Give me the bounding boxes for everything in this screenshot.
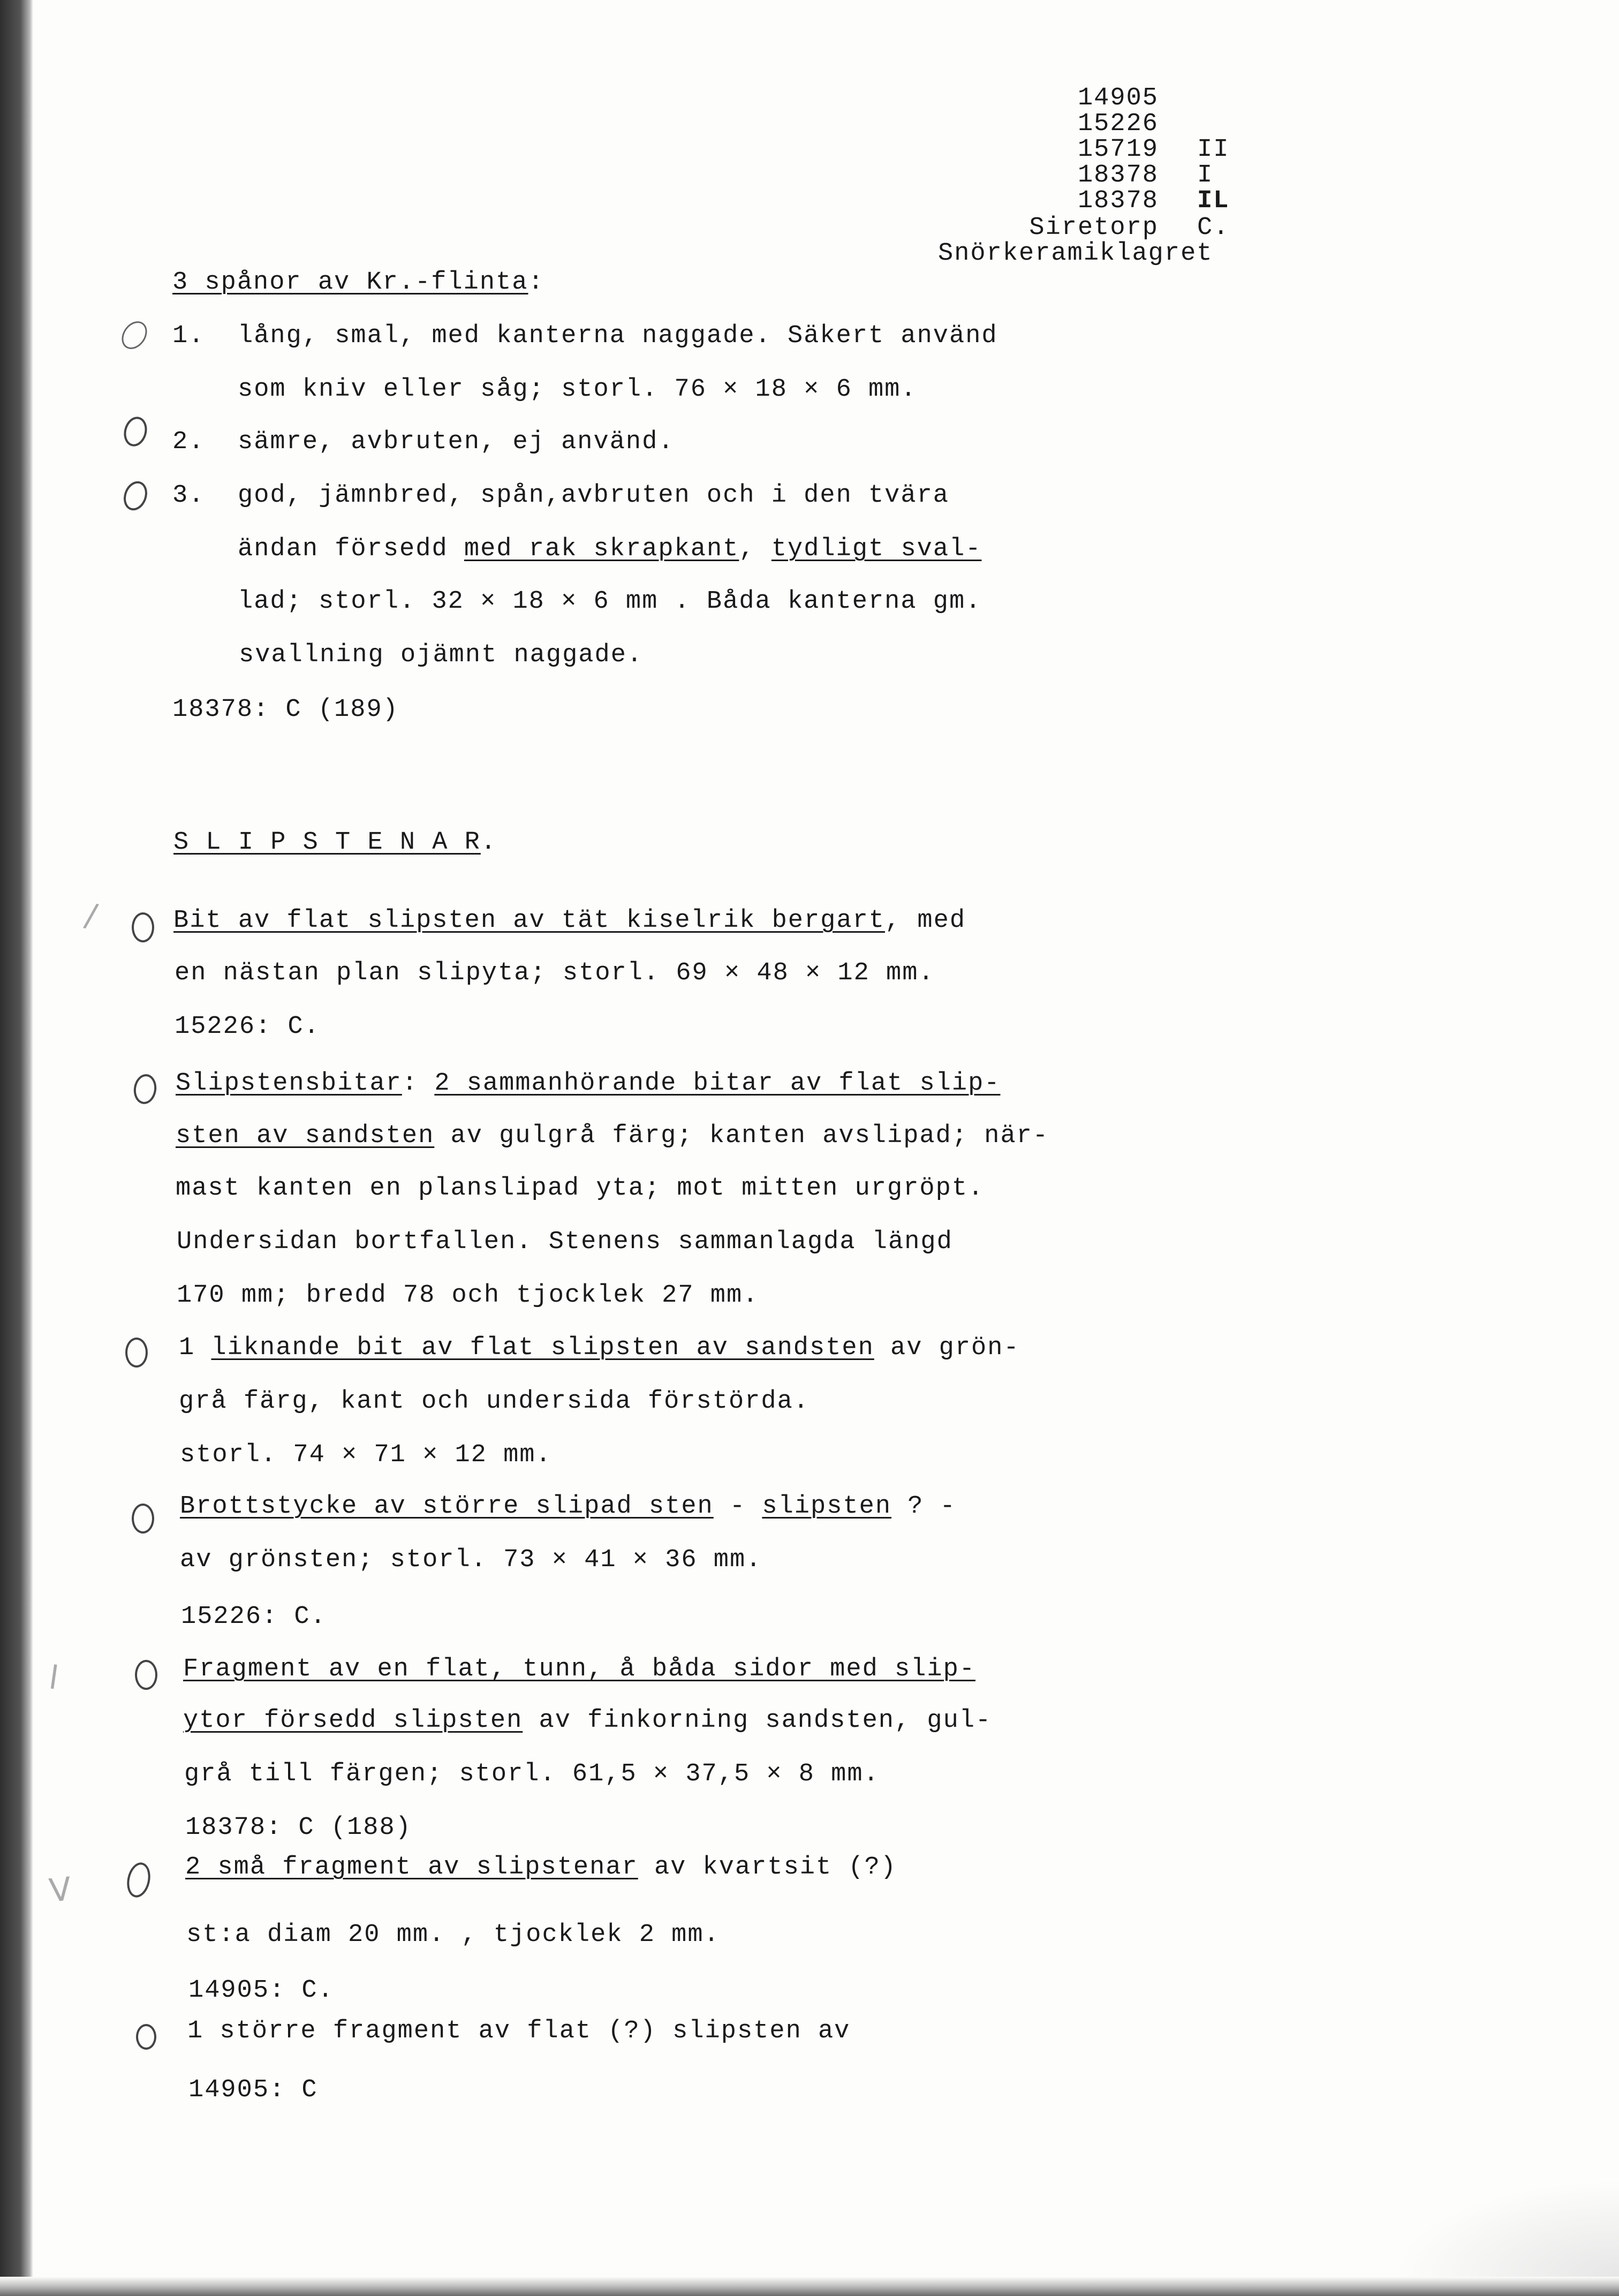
slipsten-entry-text: mast kanten en planslipad yta; mot mitten urgröpt. bbox=[176, 1174, 985, 1203]
header-id-suffix: IL bbox=[1197, 187, 1230, 215]
flint-item-text: lad; storl. 32 × 18 × 6 mm . Båda kanterna gm. bbox=[238, 587, 982, 616]
slipsten-entry-text: av grönsten; storl. 73 × 41 × 36 mm. bbox=[180, 1546, 762, 1574]
header-layer: Snörkeramiklagret bbox=[938, 239, 1213, 268]
circle-mark-icon bbox=[120, 414, 150, 449]
slipsten-entry-title: Bit av flat slipsten av tät kiselrik bergart, med bbox=[173, 907, 966, 935]
page-left-edge-shadow bbox=[0, 0, 33, 2296]
slipsten-entry-title: 2 små fragment av slipstenar av kvartsit (?) bbox=[185, 1853, 897, 1882]
circle-mark-icon bbox=[124, 1860, 154, 1899]
slipsten-entry-reference: 14905: C bbox=[188, 2076, 318, 2104]
flint-item-number: 1. bbox=[172, 322, 205, 350]
circle-mark-icon bbox=[132, 912, 154, 942]
header-site: Siretorp bbox=[1029, 214, 1159, 242]
slipsten-entry-text: grå färg, kant och undersida förstörda. bbox=[179, 1387, 810, 1416]
flint-item-text: sämre, avbruten, ej använd. bbox=[238, 428, 675, 456]
slipsten-entry-text: ytor försedd slipsten av finkorning sandsten, gul- bbox=[183, 1706, 992, 1735]
slipsten-entry-title: 1 större fragment av flat (?) slipsten av bbox=[187, 2017, 851, 2045]
flint-item-number: 3. bbox=[172, 481, 205, 510]
circle-mark-icon bbox=[132, 1073, 158, 1105]
flint-item-text: god, jämnbred, spån,avbruten och i den tvära bbox=[238, 481, 950, 510]
flint-item-text: svallning ojämnt naggade. bbox=[239, 641, 644, 669]
header-id: 14905 bbox=[1077, 84, 1159, 112]
slipsten-entry-title: 1 liknande bit av flat slipsten av sandsten av grön- bbox=[179, 1334, 1020, 1362]
circle-mark-icon bbox=[136, 2024, 156, 2050]
pencil-tick-icon: l bbox=[47, 1659, 61, 1697]
header-id-suffix: II bbox=[1197, 135, 1230, 164]
header-id: 18378 bbox=[1077, 161, 1159, 190]
slipsten-entry-title: Slipstensbitar: 2 sammanhörande bitar av flat slip- bbox=[176, 1069, 1001, 1098]
header-id-suffix: I bbox=[1197, 161, 1214, 190]
header-id: 15226 bbox=[1077, 110, 1159, 138]
page-bottom-edge-shadow bbox=[0, 2277, 1619, 2296]
flint-heading: 3 spånor av Kr.-flinta: bbox=[172, 268, 544, 297]
slipsten-entry-reference: 14905: C. bbox=[188, 1976, 334, 2005]
header-id: 18378 bbox=[1077, 187, 1159, 215]
header-site-suffix: C. bbox=[1197, 214, 1230, 242]
flint-reference: 18378: C (189) bbox=[172, 696, 399, 724]
slipsten-entry-title: Brottstycke av större slipad sten - slipsten ? - bbox=[180, 1492, 956, 1521]
flint-item-text: som kniv eller såg; storl. 76 × 18 × 6 mm. bbox=[238, 375, 917, 404]
flint-item-text: lång, smal, med kanterna naggade. Säkert använd bbox=[238, 322, 998, 350]
slipsten-entry-title: Fragment av en flat, tunn, å båda sidor med slip- bbox=[183, 1655, 976, 1683]
slipsten-entry-text: grå till färgen; storl. 61,5 × 37,5 × 8 mm. bbox=[184, 1760, 880, 1788]
circle-mark-icon bbox=[117, 316, 153, 354]
pencil-tick-icon: V bbox=[47, 1870, 73, 1910]
circle-mark-icon bbox=[120, 478, 152, 514]
flint-item-text: ändan försedd med rak skrapkant, tydligt sval- bbox=[238, 535, 982, 563]
page-corner-shadow bbox=[1394, 2180, 1619, 2277]
pencil-tick-icon: / bbox=[81, 896, 101, 935]
circle-mark-icon bbox=[132, 1504, 154, 1534]
slipsten-entry-text: 170 mm; bredd 78 och tjocklek 27 mm. bbox=[177, 1281, 759, 1310]
slipsten-entry-text: Undersidan bortfallen. Stenens sammanlagda längd bbox=[177, 1228, 953, 1256]
flint-item-number: 2. bbox=[172, 428, 205, 456]
slipsten-entry-text: storl. 74 × 71 × 12 mm. bbox=[180, 1441, 552, 1469]
slipsten-entry-text: en nästan plan slipyta; storl. 69 × 48 × 12 mm. bbox=[175, 959, 935, 987]
slipsten-entry-reference: 15226: C. bbox=[175, 1013, 320, 1041]
slipstenar-heading: S L I P S T E N A R. bbox=[173, 828, 497, 857]
slipsten-entry-reference: 18378: C (188) bbox=[185, 1814, 412, 1842]
circle-mark-icon bbox=[125, 1338, 148, 1368]
circle-mark-icon bbox=[135, 1660, 157, 1690]
slipsten-entry-reference: 15226: C. bbox=[181, 1603, 327, 1631]
slipsten-entry-text: sten av sandsten av gulgrå färg; kanten avslipad; när- bbox=[176, 1122, 1049, 1150]
slipsten-entry-text: st:a diam 20 mm. , tjocklek 2 mm. bbox=[186, 1921, 720, 1949]
header-id: 15719 bbox=[1077, 135, 1159, 164]
